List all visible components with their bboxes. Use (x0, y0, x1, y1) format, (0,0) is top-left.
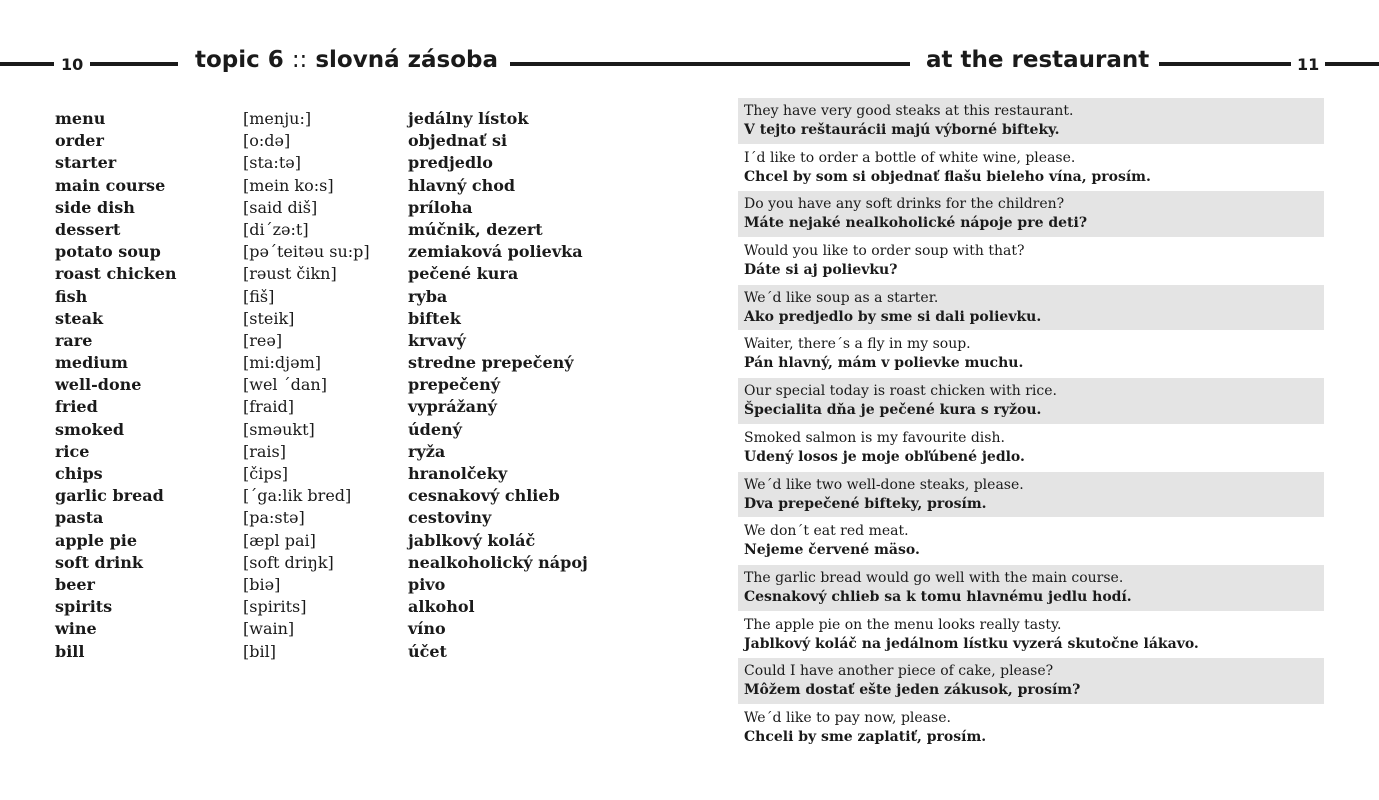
vocab-pronunciation: [said diš] (243, 197, 318, 217)
vocab-pronunciation: [æpl pai] (243, 530, 316, 550)
vocab-pronunciation: [di´zə:t] (243, 219, 309, 239)
vocab-slovak: zemiaková polievka (408, 242, 583, 262)
phrase-english: They have very good steaks at this restaurant. (744, 103, 1074, 119)
vocab-slovak: ryža (408, 441, 446, 461)
vocab-pronunciation: [o:də] (243, 131, 291, 151)
vocab-pronunciation: [wain] (243, 619, 295, 639)
vocab-pronunciation: [steik] (243, 308, 295, 328)
vocab-slovak: príloha (408, 197, 473, 217)
phrase-slovak: Dva prepečené bifteky, prosím. (744, 495, 987, 512)
vocab-pronunciation: [pə´teitəu su:p] (243, 242, 370, 262)
topic-label: topic 6 (195, 47, 284, 73)
vocab-english: order (55, 131, 104, 151)
vocab-pronunciation: [bil] (243, 641, 276, 661)
vocab-pronunciation: [rəust čikn] (243, 264, 337, 284)
phrase-row (738, 472, 1324, 518)
vocab-slovak: stredne prepečený (408, 353, 574, 373)
vocab-pronunciation: [pa:stə] (243, 508, 305, 528)
vocab-english: side dish (55, 197, 135, 217)
vocab-slovak: účet (408, 641, 447, 661)
left-page-number: 10 (61, 55, 84, 74)
vocab-pronunciation: [mein ko:s] (243, 175, 334, 195)
vocab-pronunciation: [reə] (243, 330, 283, 350)
vocab-slovak: múčnik, dezert (408, 219, 543, 239)
phrase-english: We´d like two well-done steaks, please. (744, 476, 1024, 493)
vocab-english: bill (55, 641, 85, 661)
vocab-english: pasta (55, 508, 104, 528)
phrase-english: We don´t eat red meat. (744, 523, 909, 540)
phrase-row (738, 238, 1324, 284)
vocab-slovak: nealkoholický nápoj (408, 552, 588, 572)
vocab-english: starter (55, 153, 117, 173)
vocab-slovak: prepečený (408, 375, 501, 395)
vocab-english: chips (55, 464, 103, 483)
phrase-slovak: Chcel by som si objednať flašu bieleho vína, prosím. (744, 168, 1151, 185)
phrase-slovak: Cesnakový chlieb sa k tomu hlavnému jedlu hodí. (744, 588, 1132, 605)
phrase-row (738, 191, 1324, 237)
header-rule-far-right (1325, 62, 1379, 66)
vocab-slovak: biftek (408, 308, 461, 328)
header-rule-center (510, 62, 910, 66)
phrase-row (738, 518, 1324, 564)
phrase-slovak: Chceli by sme zaplatiť, prosím. (744, 728, 987, 745)
vocab-slovak: hranolčeky (408, 464, 508, 483)
phrase-slovak: Ako predjedlo by sme si dali polievku. (744, 308, 1042, 325)
vocab-english: menu (55, 109, 106, 128)
vocab-pronunciation: [wel ´dan] (243, 375, 327, 395)
vocab-slovak: jedálny lístok (408, 109, 529, 128)
vocab-slovak: vyprážaný (408, 397, 497, 417)
phrase-slovak: Môžem dostať ešte jeden zákusok, prosím? (744, 682, 1081, 699)
vocab-slovak: jablkový koláč (408, 530, 536, 550)
vocab-english: well-done (55, 375, 142, 395)
right-page-number: 11 (1297, 55, 1320, 74)
vocab-pronunciation: [menju:] (243, 109, 312, 128)
vocab-pronunciation: [fiš] (243, 286, 275, 306)
phrase-slovak: Jablkový koláč na jedálnom lístku vyzerá skutočne lákavo. (744, 635, 1199, 652)
vocab-pronunciation: [biə] (243, 574, 281, 594)
vocab-slovak: predjedlo (408, 153, 493, 173)
phrase-row (738, 285, 1324, 331)
phrase-slovak: Dáte si aj polievku? (744, 262, 898, 279)
header-rule-right (1159, 62, 1291, 66)
phrase-english: Could I have another piece of cake, please? (744, 663, 1054, 680)
vocab-pronunciation: [sta:tə] (243, 153, 301, 173)
phrase-english: The garlic bread would go well with the main course. (744, 569, 1124, 586)
vocab-english: soft drink (55, 552, 143, 572)
vocab-english: spirits (55, 597, 113, 617)
phrase-row (738, 145, 1324, 191)
phrase-row (738, 425, 1324, 471)
page-title-right: at the restaurant (926, 47, 1150, 73)
title-separator: :: (291, 47, 308, 73)
phrase-english: Do you have any soft drinks for the children? (744, 196, 1065, 213)
phrase-slovak: Máte nejaké nealkoholické nápoje pre deti? (744, 215, 1088, 232)
phrase-slovak: Udený losos je moje obľúbené jedlo. (744, 448, 1025, 465)
vocab-slovak: krvavý (408, 330, 466, 350)
phrase-slovak: V tejto reštaurácii majú výborné bifteky. (744, 122, 1060, 138)
phrase-row (738, 378, 1324, 424)
vocab-english: smoked (55, 419, 125, 439)
vocab-slovak: ryba (408, 286, 448, 306)
vocab-pronunciation: [čips] (243, 464, 289, 483)
vocab-pronunciation: [´ga:lik bred] (243, 486, 352, 506)
phrase-row (738, 705, 1324, 751)
vocab-english: roast chicken (55, 264, 177, 284)
vocab-slovak: víno (408, 619, 446, 639)
vocab-slovak: údený (408, 419, 462, 439)
vocab-pronunciation: [fraid] (243, 397, 294, 417)
phrase-row (738, 98, 1324, 144)
phrase-english: The apple pie on the menu looks really tasty. (744, 616, 1062, 633)
vocab-slovak: pečené kura (408, 264, 519, 284)
vocab-pronunciation: [spirits] (243, 597, 307, 617)
vocab-pronunciation: [rais] (243, 441, 286, 461)
vocab-pronunciation: [mi:djəm] (243, 353, 322, 373)
vocab-english: rare (55, 330, 93, 350)
vocab-slovak: cesnakový chlieb (408, 486, 560, 506)
phrase-english: We´d like to pay now, please. (744, 709, 951, 726)
vocab-english: fried (55, 397, 98, 417)
phrase-list (738, 98, 1324, 752)
vocab-slovak: objednať si (408, 131, 508, 151)
phrase-english: Waiter, there´s a fly in my soup. (744, 336, 971, 353)
header-rule-far-left (0, 62, 54, 66)
phrase-english: We´d like soup as a starter. (744, 289, 939, 306)
phrase-slovak: Špecialita dňa je pečené kura s ryžou. (744, 402, 1042, 419)
vocab-english: steak (55, 308, 104, 328)
phrase-row (738, 331, 1324, 377)
vocab-english: medium (55, 353, 128, 373)
vocab-english: main course (55, 175, 166, 195)
phrase-row (738, 658, 1324, 704)
phrase-english: Our special today is roast chicken with rice. (744, 383, 1057, 400)
subtitle: slovná zásoba (315, 47, 498, 73)
header-rule-left (90, 62, 178, 66)
phrase-row (738, 612, 1324, 658)
phrase-english: I´d like to order a bottle of white wine, please. (744, 149, 1076, 166)
vocab-english: wine (55, 619, 97, 639)
vocab-slovak: pivo (408, 574, 446, 594)
vocab-english: fish (55, 286, 88, 306)
vocab-slovak: alkohol (408, 597, 475, 617)
vocab-english: beer (55, 574, 95, 594)
vocab-english: apple pie (55, 530, 138, 550)
vocab-english: potato soup (55, 242, 161, 262)
phrase-slovak: Nejeme červené mäso. (744, 542, 920, 559)
vocab-english: dessert (55, 219, 121, 239)
vocab-slovak: hlavný chod (408, 175, 516, 195)
phrase-english: Would you like to order soup with that? (744, 243, 1025, 260)
vocab-pronunciation: [soft driŋk] (243, 552, 334, 572)
phrase-english: Smoked salmon is my favourite dish. (744, 429, 1005, 446)
phrase-row (738, 565, 1324, 611)
vocab-english: rice (55, 441, 90, 461)
phrase-slovak: Pán hlavný, mám v polievke muchu. (744, 355, 1024, 372)
vocab-pronunciation: [sməukt] (243, 419, 315, 439)
vocab-english: garlic bread (55, 486, 164, 506)
vocab-slovak: cestoviny (408, 508, 492, 528)
page-title-left (195, 47, 498, 73)
